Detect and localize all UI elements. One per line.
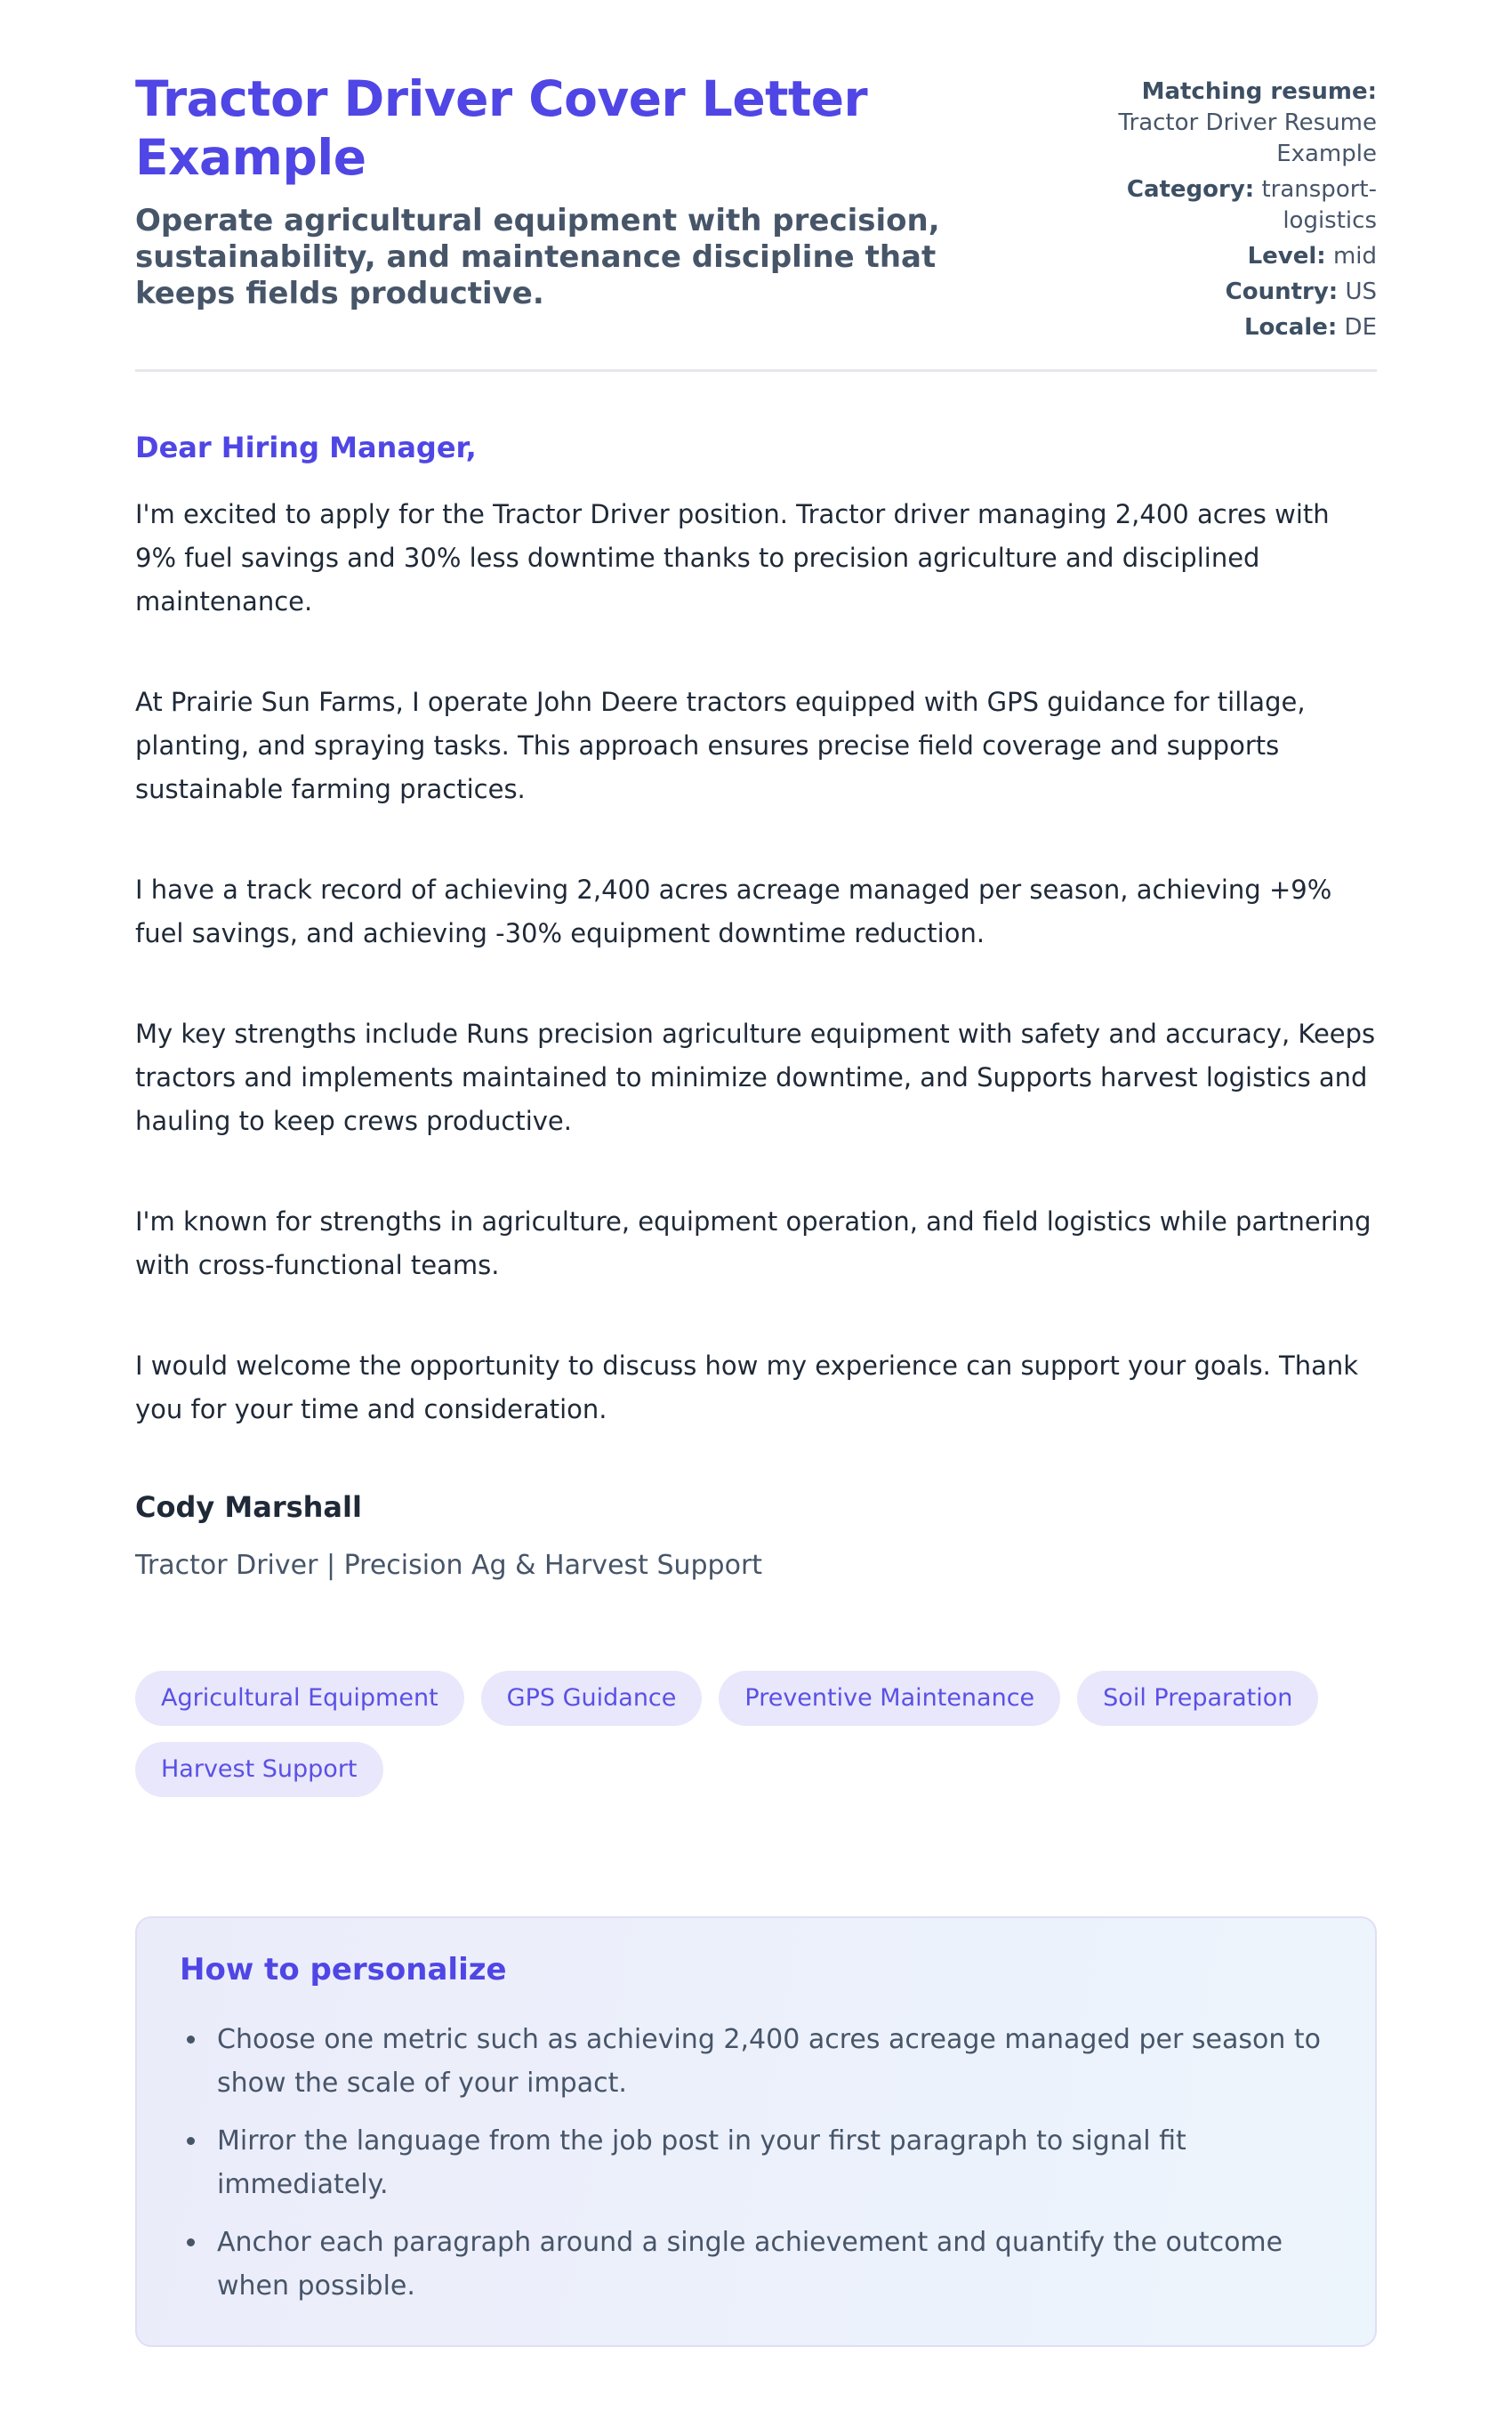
meta-label: Country: — [1225, 278, 1339, 305]
meta-value: Tractor Driver Resume Example — [1118, 109, 1377, 167]
meta-label: Category: — [1126, 176, 1255, 203]
tag-harvest-support[interactable]: Harvest Support — [135, 1742, 383, 1797]
meta-label: Locale: — [1243, 314, 1338, 341]
tip-item: Choose one metric such as achieving 2,400 acres acreage managed per season to show the scale of your impact. — [180, 2018, 1332, 2105]
letter-paragraph: I have a track record of achieving 2,400 acres acreage managed per season, achieving +9% fuel savings, and achieving -30% equipment downtime reduction. — [135, 875, 1332, 948]
resume-meta-block — [1096, 69, 1377, 348]
meta-category — [1096, 174, 1377, 237]
tag-agricultural-equipment[interactable]: Agricultural Equipment — [135, 1671, 464, 1726]
letter-paragraph: I'm excited to apply for the Tractor Driver position. Tractor driver managing 2,400 acres with 9% fuel savings and 30% less downtime thanks to precision agriculture and disciplined maintenance. — [135, 499, 1330, 617]
signature-role: Tractor Driver | Precision Ag & Harvest Support — [135, 1550, 763, 1581]
letter-paragraph: I'm known for strengths in agriculture, equipment operation, and field logistics while partnering with cross-functional teams. — [135, 1206, 1371, 1280]
meta-level — [1096, 241, 1377, 272]
meta-value: transport-logistics — [1261, 176, 1377, 234]
meta-value: DE — [1344, 314, 1377, 341]
cover-letter-body — [135, 429, 1377, 1584]
meta-country — [1096, 277, 1377, 308]
meta-matching-resume — [1096, 77, 1377, 170]
how-to-personalize-box — [135, 1916, 1377, 2347]
header-divider — [135, 369, 1377, 372]
tag-preventive-maintenance[interactable]: Preventive Maintenance — [719, 1671, 1060, 1726]
letter-paragraph: My key strengths include Runs precision agriculture equipment with safety and accuracy, Keeps tractors and implements maintained to minimize downtime, and Supports harvest logistics and hauling to keep crews productive. — [135, 1019, 1376, 1136]
meta-value: mid — [1332, 243, 1377, 270]
tip-item: Mirror the language from the job post in your first paragraph to signal fit immediately. — [180, 2119, 1332, 2206]
tip-list — [180, 2018, 1332, 2308]
page-title: Tractor Driver Cover Letter Example — [135, 70, 868, 186]
page-header — [135, 69, 1377, 348]
skill-tags — [135, 1671, 1377, 1797]
meta-label: Level: — [1247, 243, 1326, 270]
meta-locale — [1096, 312, 1377, 343]
letter-paragraph: I would welcome the opportunity to discuss how my experience can support your goals. Thank you for your time and consideration. — [135, 1351, 1359, 1424]
signature-name: Cody Marshall — [135, 1490, 362, 1524]
tag-gps-guidance[interactable]: GPS Guidance — [481, 1671, 703, 1726]
tag-soil-preparation[interactable]: Soil Preparation — [1077, 1671, 1318, 1726]
page-subtitle: Operate agricultural equipment with precision, sustainability, and maintenance discipline that keeps fields productive. — [135, 203, 940, 311]
letter-paragraph: At Prairie Sun Farms, I operate John Deere tractors equipped with GPS guidance for tillage, planting, and spraying tasks. This approach ensures precise field coverage and supports sustainable farming practices. — [135, 687, 1306, 804]
letter-greeting: Dear Hiring Manager, — [135, 431, 477, 464]
tip-box-heading: How to personalize — [180, 1952, 507, 1988]
header-title-block — [135, 69, 1025, 312]
meta-value: US — [1345, 278, 1377, 305]
meta-label: Matching resume: — [1141, 78, 1377, 105]
tip-item: Anchor each paragraph around a single achievement and quantify the outcome when possible. — [180, 2221, 1332, 2308]
signature-block — [135, 1488, 1377, 1584]
